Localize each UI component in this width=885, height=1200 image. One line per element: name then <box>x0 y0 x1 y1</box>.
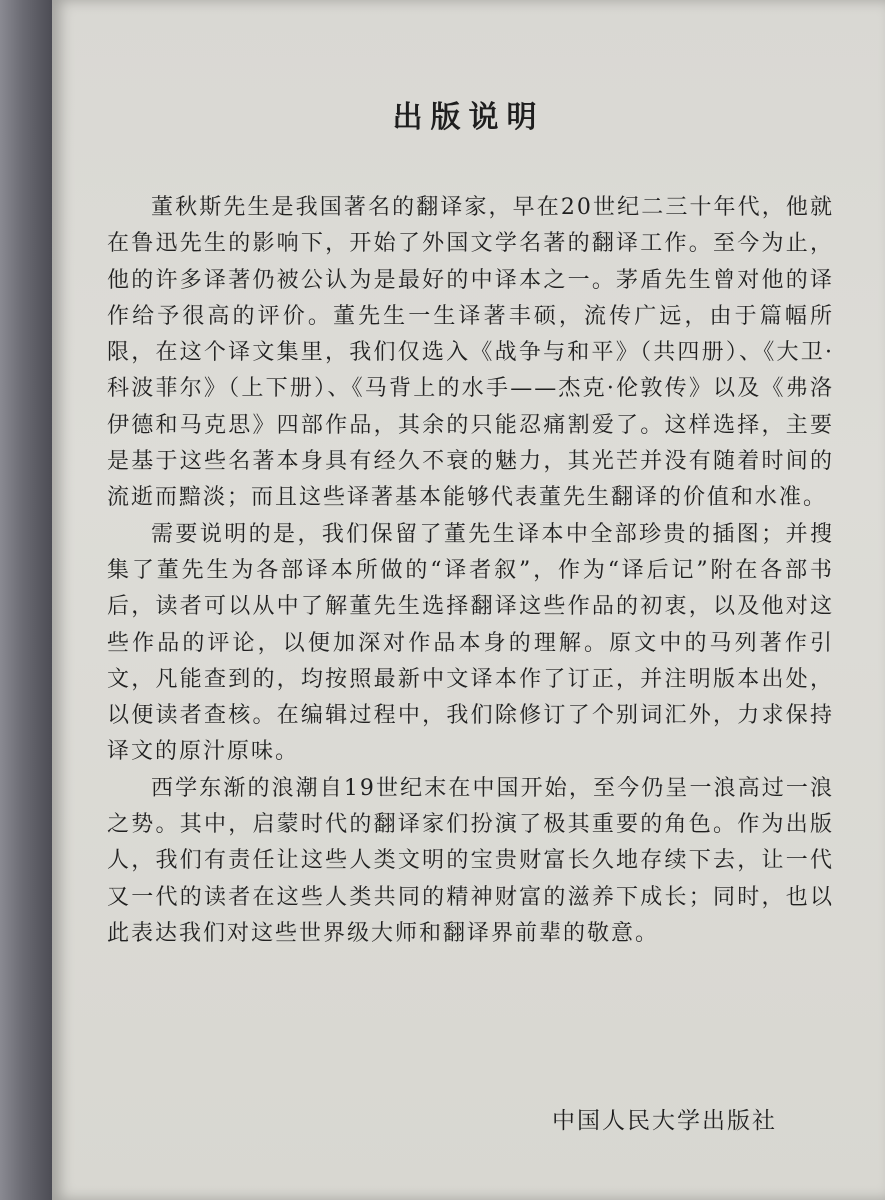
paragraph-1: 董秋斯先生是我国著名的翻译家，早在20世纪二三十年代，他就在鲁迅先生的影响下，开始了外国文学名著的翻译工作。至今为止，他的许多译著仍被公认为是最好的中译本之一。茅盾先生曾对他的译作给予很高的评价。董先生一生译著丰硕，流传广远，由于篇幅所限，在这个译文集里，我们仅选入《战争与和平》（共四册）、《大卫·科波菲尔》（上下册）、《马背上的水手——杰克·伦敦传》以及《弗洛伊德和马克思》四部作品，其余的只能忍痛割爱了。这样选择，主要是基于这些名著本身具有经久不衰的魅力，其光芒并没有随着时间的流逝而黯淡；而且这些译著基本能够代表董先生翻译的价值和水准。 <box>107 195 834 511</box>
paragraph-3: 西学东渐的浪潮自19世纪末在中国开始，至今仍呈一浪高过一浪之势。其中，启蒙时代的翻译家们扮演了极其重要的角色。作为出版人，我们有责任让这些人类文明的宝贵财富长久地存续下去，让一代又一代的读者在这些人类共同的精神财富的滋养下成长；同时，也以此表达我们对这些世界级大师和翻译界前辈的敬意。 <box>107 775 834 946</box>
paragraph-2: 需要说明的是，我们保留了董先生译本中全部珍贵的插图；并搜集了董先生为各部译本所做的“译者叙”，作为“译后记”附在各部书后，读者可以从中了解董先生选择翻译这些作品的初衷，以及他对这些作品的评论，以便加深对作品本身的理解。原文中的马列著作引文，凡能查到的，均按照最新中文译本作了订正，并注明版本出处，以便读者查核。在编辑过程中，我们除修订了个别词汇外，力求保持译文的原汁原味。 <box>107 521 834 765</box>
book-page <box>52 0 885 1200</box>
body-text <box>107 190 834 952</box>
page-title: 出版说明 <box>392 100 545 135</box>
book-gutter <box>0 0 52 1200</box>
publisher-name: 中国人民大学出版社 <box>552 1108 777 1134</box>
